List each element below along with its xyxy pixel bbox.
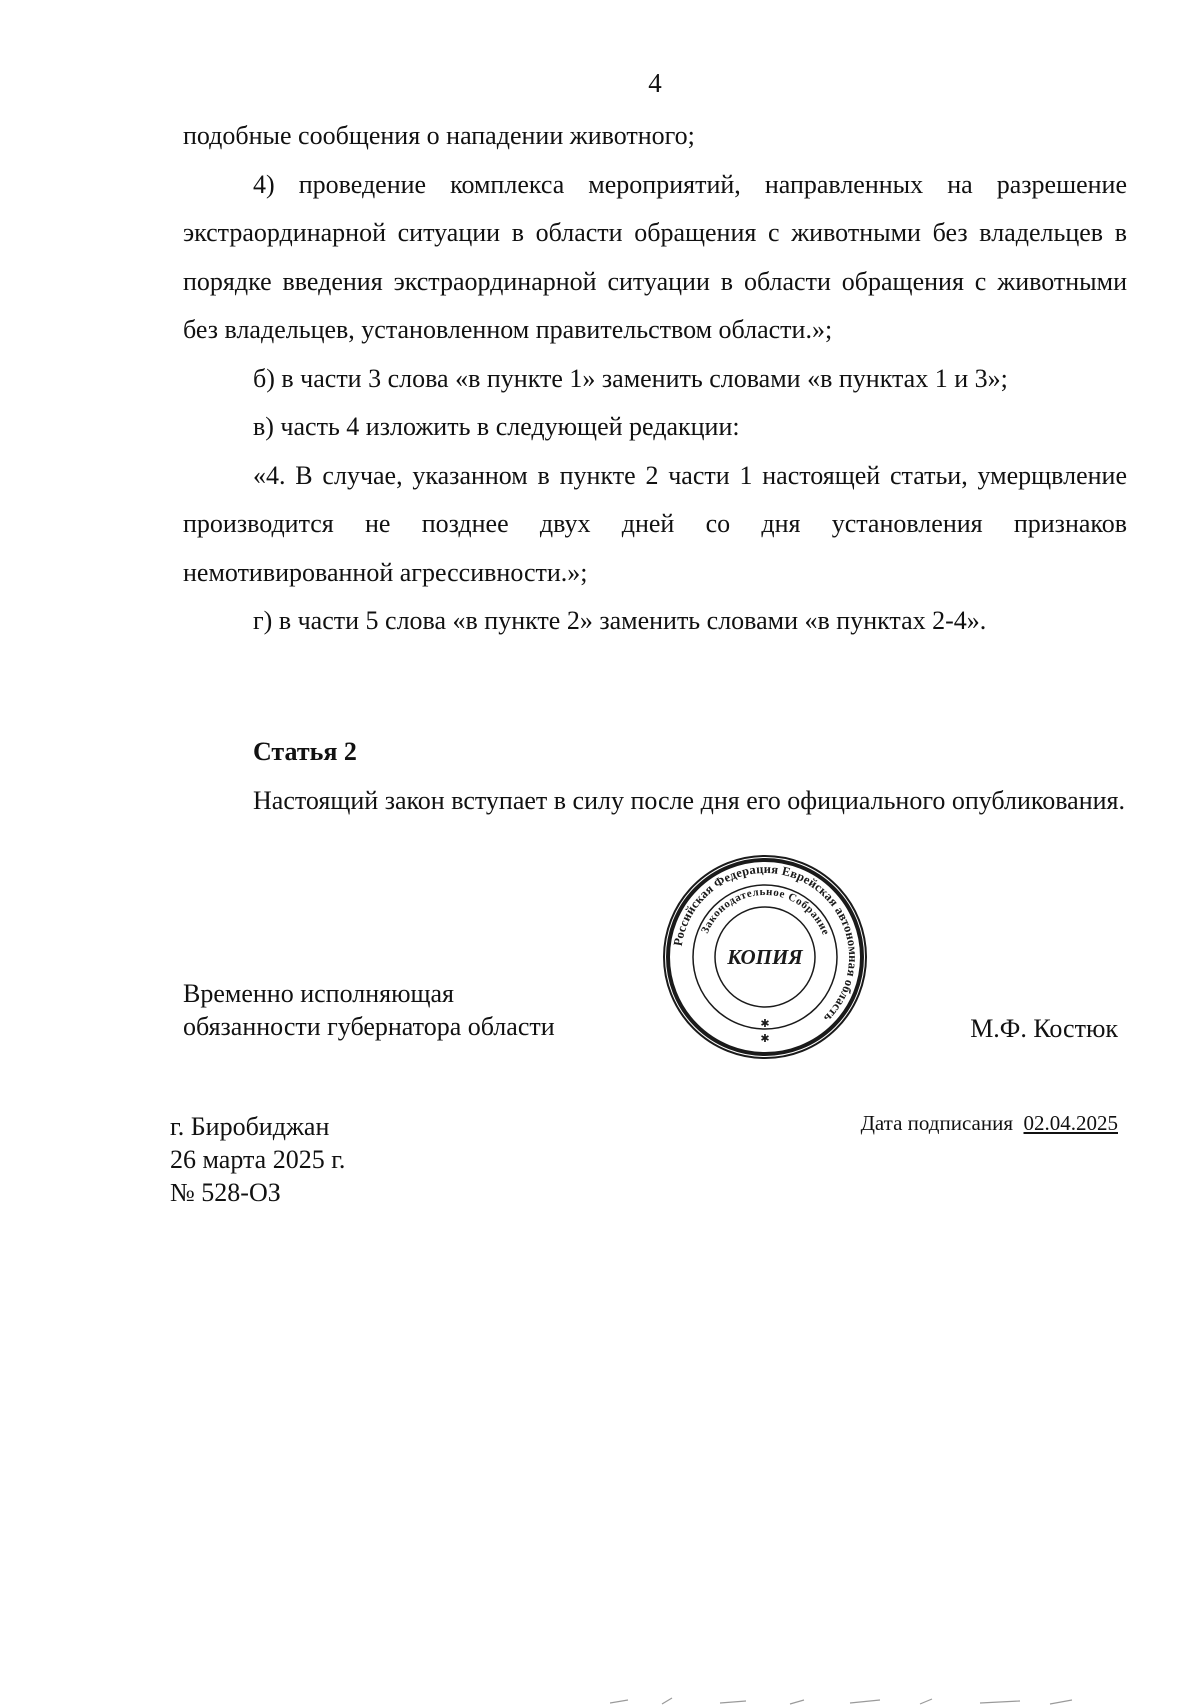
signatory-title-line-1: Временно исполняющая xyxy=(183,979,455,1008)
paragraph-5: «4. В случае, указанном в пункте 2 части 1 настоящей статьи, умерщвление производится не позднее двух дней со дня установления признаков немотивированной агрессивности.»; xyxy=(183,460,1127,587)
document-body xyxy=(183,112,1127,646)
place-and-date xyxy=(170,1110,345,1209)
paragraph-2: 4) проведение комплекса мероприятий, направленных на разрешение экстраординарной ситуации в области обращения с животными без владельцев в порядке введения экстраординарной ситуации в области обращения с животными без владельцев, установленном правительством области.»; xyxy=(183,169,1127,344)
paragraph-1: подобные сообщения о нападении животного; xyxy=(183,121,695,150)
paragraph-4: в) часть 4 изложить в следующей редакции: xyxy=(253,412,740,441)
place-city: г. Биробиджан xyxy=(170,1112,330,1141)
signatory-title-line-2: обязанности губернатора области xyxy=(183,1012,555,1041)
seal-star-icon: ✱ xyxy=(760,1017,770,1030)
article-heading: Статья 2 xyxy=(253,737,357,766)
svg-text:Законодательное Собрание xyxy=(699,886,832,937)
signing-date xyxy=(861,1108,1118,1138)
law-date: 26 марта 2025 г. xyxy=(170,1145,346,1174)
paragraph-6: г) в части 5 слова «в пункте 2» заменить словами «в пунктах 2-4». xyxy=(253,606,987,635)
signing-date-value: 02.04.2025 xyxy=(1023,1111,1118,1135)
page-number: 4 xyxy=(648,68,662,98)
signatory-title xyxy=(183,977,555,1043)
signer-name: М.Ф. Костюк xyxy=(970,1014,1118,1043)
law-number: № 528-ОЗ xyxy=(170,1178,281,1207)
seal-inner-text: Законодательное Собрание xyxy=(699,885,832,938)
article-text: Настоящий закон вступает в силу после дня его официального опубликования. xyxy=(253,786,1125,815)
scan-artifact xyxy=(610,1694,1090,1708)
paragraph-3: б) в части 3 слова «в пункте 1» заменить словами «в пунктах 1 и 3»; xyxy=(253,363,1008,393)
signing-date-label: Дата подписания xyxy=(860,1111,1013,1135)
seal-outer-text: Российская Федерация Еврейская автономная область xyxy=(670,861,861,1026)
official-seal xyxy=(660,852,870,1062)
seal-center-text: КОПИЯ xyxy=(727,945,803,969)
seal-star-icon: ✱ xyxy=(760,1032,770,1045)
